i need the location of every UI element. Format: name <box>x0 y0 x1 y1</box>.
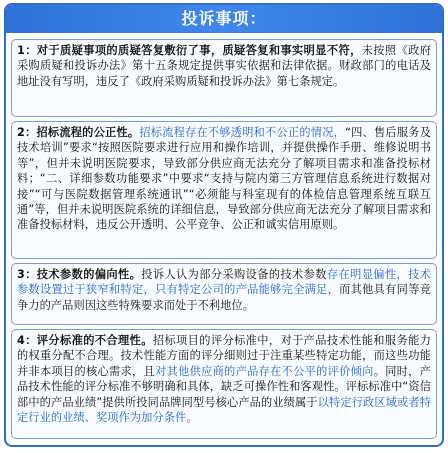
complaint-item-3 <box>11 263 437 325</box>
item-4-title: 4：评分标准的不合理性。 <box>17 334 153 347</box>
item-3-body-1: 投诉人认为部分采购设备的技术参数 <box>141 268 327 281</box>
item-2-highlight: 招标流程存在不够透明和不公正的情况， <box>139 126 346 139</box>
item-1-title: 1：对于质疑事项的质疑答复敷衍了事，质疑答复和事实明显不符， <box>17 44 362 57</box>
complaint-items <box>6 33 442 439</box>
item-2-body: “四、售后服务及技术培训”要求“按照医院要求进行应用和操作培训，并提供操作手册、维修说明书等”，但并未说明医院要求，导致部分供应商无法充分了解项目需求和准备投标材料；“二、详细参数功能要求”中要求“支持与院内第三方管理信息系统进行数据对 接”“可与医院数据管理系统通讯”“必须能与科室现有的体检信息管理系统互联互通”等，但并未说明医院系统的详细信息，导致部分供应商无法充分了解项目需求和准备投标材料，违反公开透明、公平竞争、公正和诚实信用原则。 <box>17 126 431 232</box>
complaint-panel <box>4 3 444 447</box>
panel-title: 投诉事项： <box>6 5 442 33</box>
item-4-highlight-1: 对其他供应商的产品存在不公平的评价倾向 <box>155 364 374 378</box>
item-4-highlight-2: 以特定行政区域或者特定行业的业绩、奖项作为加分条件。 <box>17 395 431 425</box>
complaint-item-1 <box>11 39 437 117</box>
item-4-body-2: 。同时，产品技术性能的评分标准不够明确和具体，缺乏可操作性和客观性。评标标准中“资信部中的产品业绩”提供所投同品牌同型号核心产品的业绩属于 <box>17 364 431 409</box>
item-3-title: 3：技术参数的偏向性。 <box>17 268 142 281</box>
complaint-item-2 <box>11 121 437 259</box>
item-3-body-2: 而其他具有同等竞争力的产品则因这些特殊要求而处于不利地位。 <box>17 283 431 312</box>
item-4-body-1: 招标项目的评分标准中，对于产品技术性能和服务能力的权重分配不合理。技术性能方面的评分细则过于注重某些特定功能，而这些功能并非本项目的核心需求，且 <box>17 334 431 378</box>
item-3-highlight: 存在明显偏性，技术参数设置过于狭窄和特定，只有特定公司的产品能够完全满足， <box>17 268 432 297</box>
item-1-body: 未按照《政府采购质疑和投诉办法》第十五条规定提供事实依据和法律依据。财政部门的电话及地址没有写明，违反了《政府采购质疑和投诉办法》第七条规定。 <box>17 44 431 88</box>
item-2-title: 2：招标流程的公正性。 <box>17 126 140 139</box>
complaint-item-4 <box>11 329 437 439</box>
